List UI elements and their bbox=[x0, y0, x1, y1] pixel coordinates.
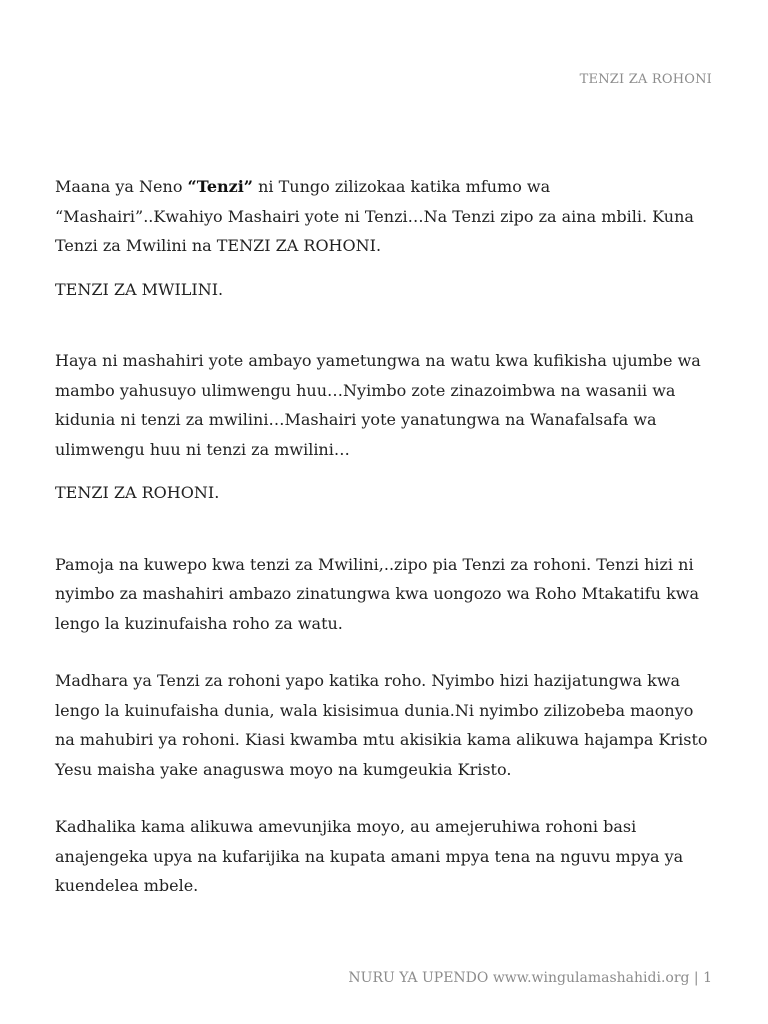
intro-text-continued: ni Tungo zilizokaa katika mfumo wa “Mashairi”..Kwahiyo Mashairi yote ni Tenzi…Na Tenzi zipo za aina mbili. Kuna Tenzi za Mwilini na TENZI ZA ROHONI. bbox=[55, 177, 694, 255]
section-heading-mwilini: TENZI ZA MWILINI. bbox=[55, 279, 224, 299]
document-body bbox=[55, 172, 717, 901]
section-body-mwilini: Haya ni mashahiri yote ambayo yametungwa na watu kwa kufikisha ujumbe wa mambo yahusuyo ulimwengu huu…Nyimbo zote zinazoimbwa na wasanii wa kidunia ni tenzi za mwilini…Mashairi yote yanatungwa na Wanafalsafa wa ulimwengu huu ni tenzi za mwilini… bbox=[55, 351, 701, 459]
page-footer: NURU YA UPENDO www.wingulamashahidi.org | 1 bbox=[348, 970, 712, 986]
section-body-rohoni: Pamoja na kuwepo kwa tenzi za Mwilini,..zipo pia Tenzi za rohoni. Tenzi hizi ni nyimbo za mashahiri ambazo zinatungwa kwa uongozo wa Roho Mtakatifu kwa lengo la kuzinufaisha roho za watu. bbox=[55, 554, 699, 633]
intro-paragraph bbox=[55, 172, 717, 261]
intro-text: Maana ya Neno bbox=[55, 177, 188, 196]
intro-bold-term: “Tenzi” bbox=[187, 177, 253, 196]
page-header: TENZI ZA ROHONI bbox=[579, 72, 712, 87]
paragraph-madhara: Madhara ya Tenzi za rohoni yapo katika roho. Nyimbo hizi hazijatungwa kwa lengo la kuinufaisha dunia, wala kisisimua dunia.Ni nyimbo zilizobeba maonyo na mahubiri ya rohoni. Kiasi kwamba mtu akisikia kama alikuwa hajampa Kristo Yesu maisha yake anaguswa moyo na kumgeukia Kristo. bbox=[55, 671, 708, 779]
paragraph-kadhalika: Kadhalika kama alikuwa amevunjika moyo, au amejeruhiwa rohoni basi anajengeka upya na kufarijika na kupata amani mpya tena na nguvu mpya ya kuendelea mbele. bbox=[55, 817, 684, 895]
section-heading-rohoni: TENZI ZA ROHONI. bbox=[55, 483, 220, 502]
